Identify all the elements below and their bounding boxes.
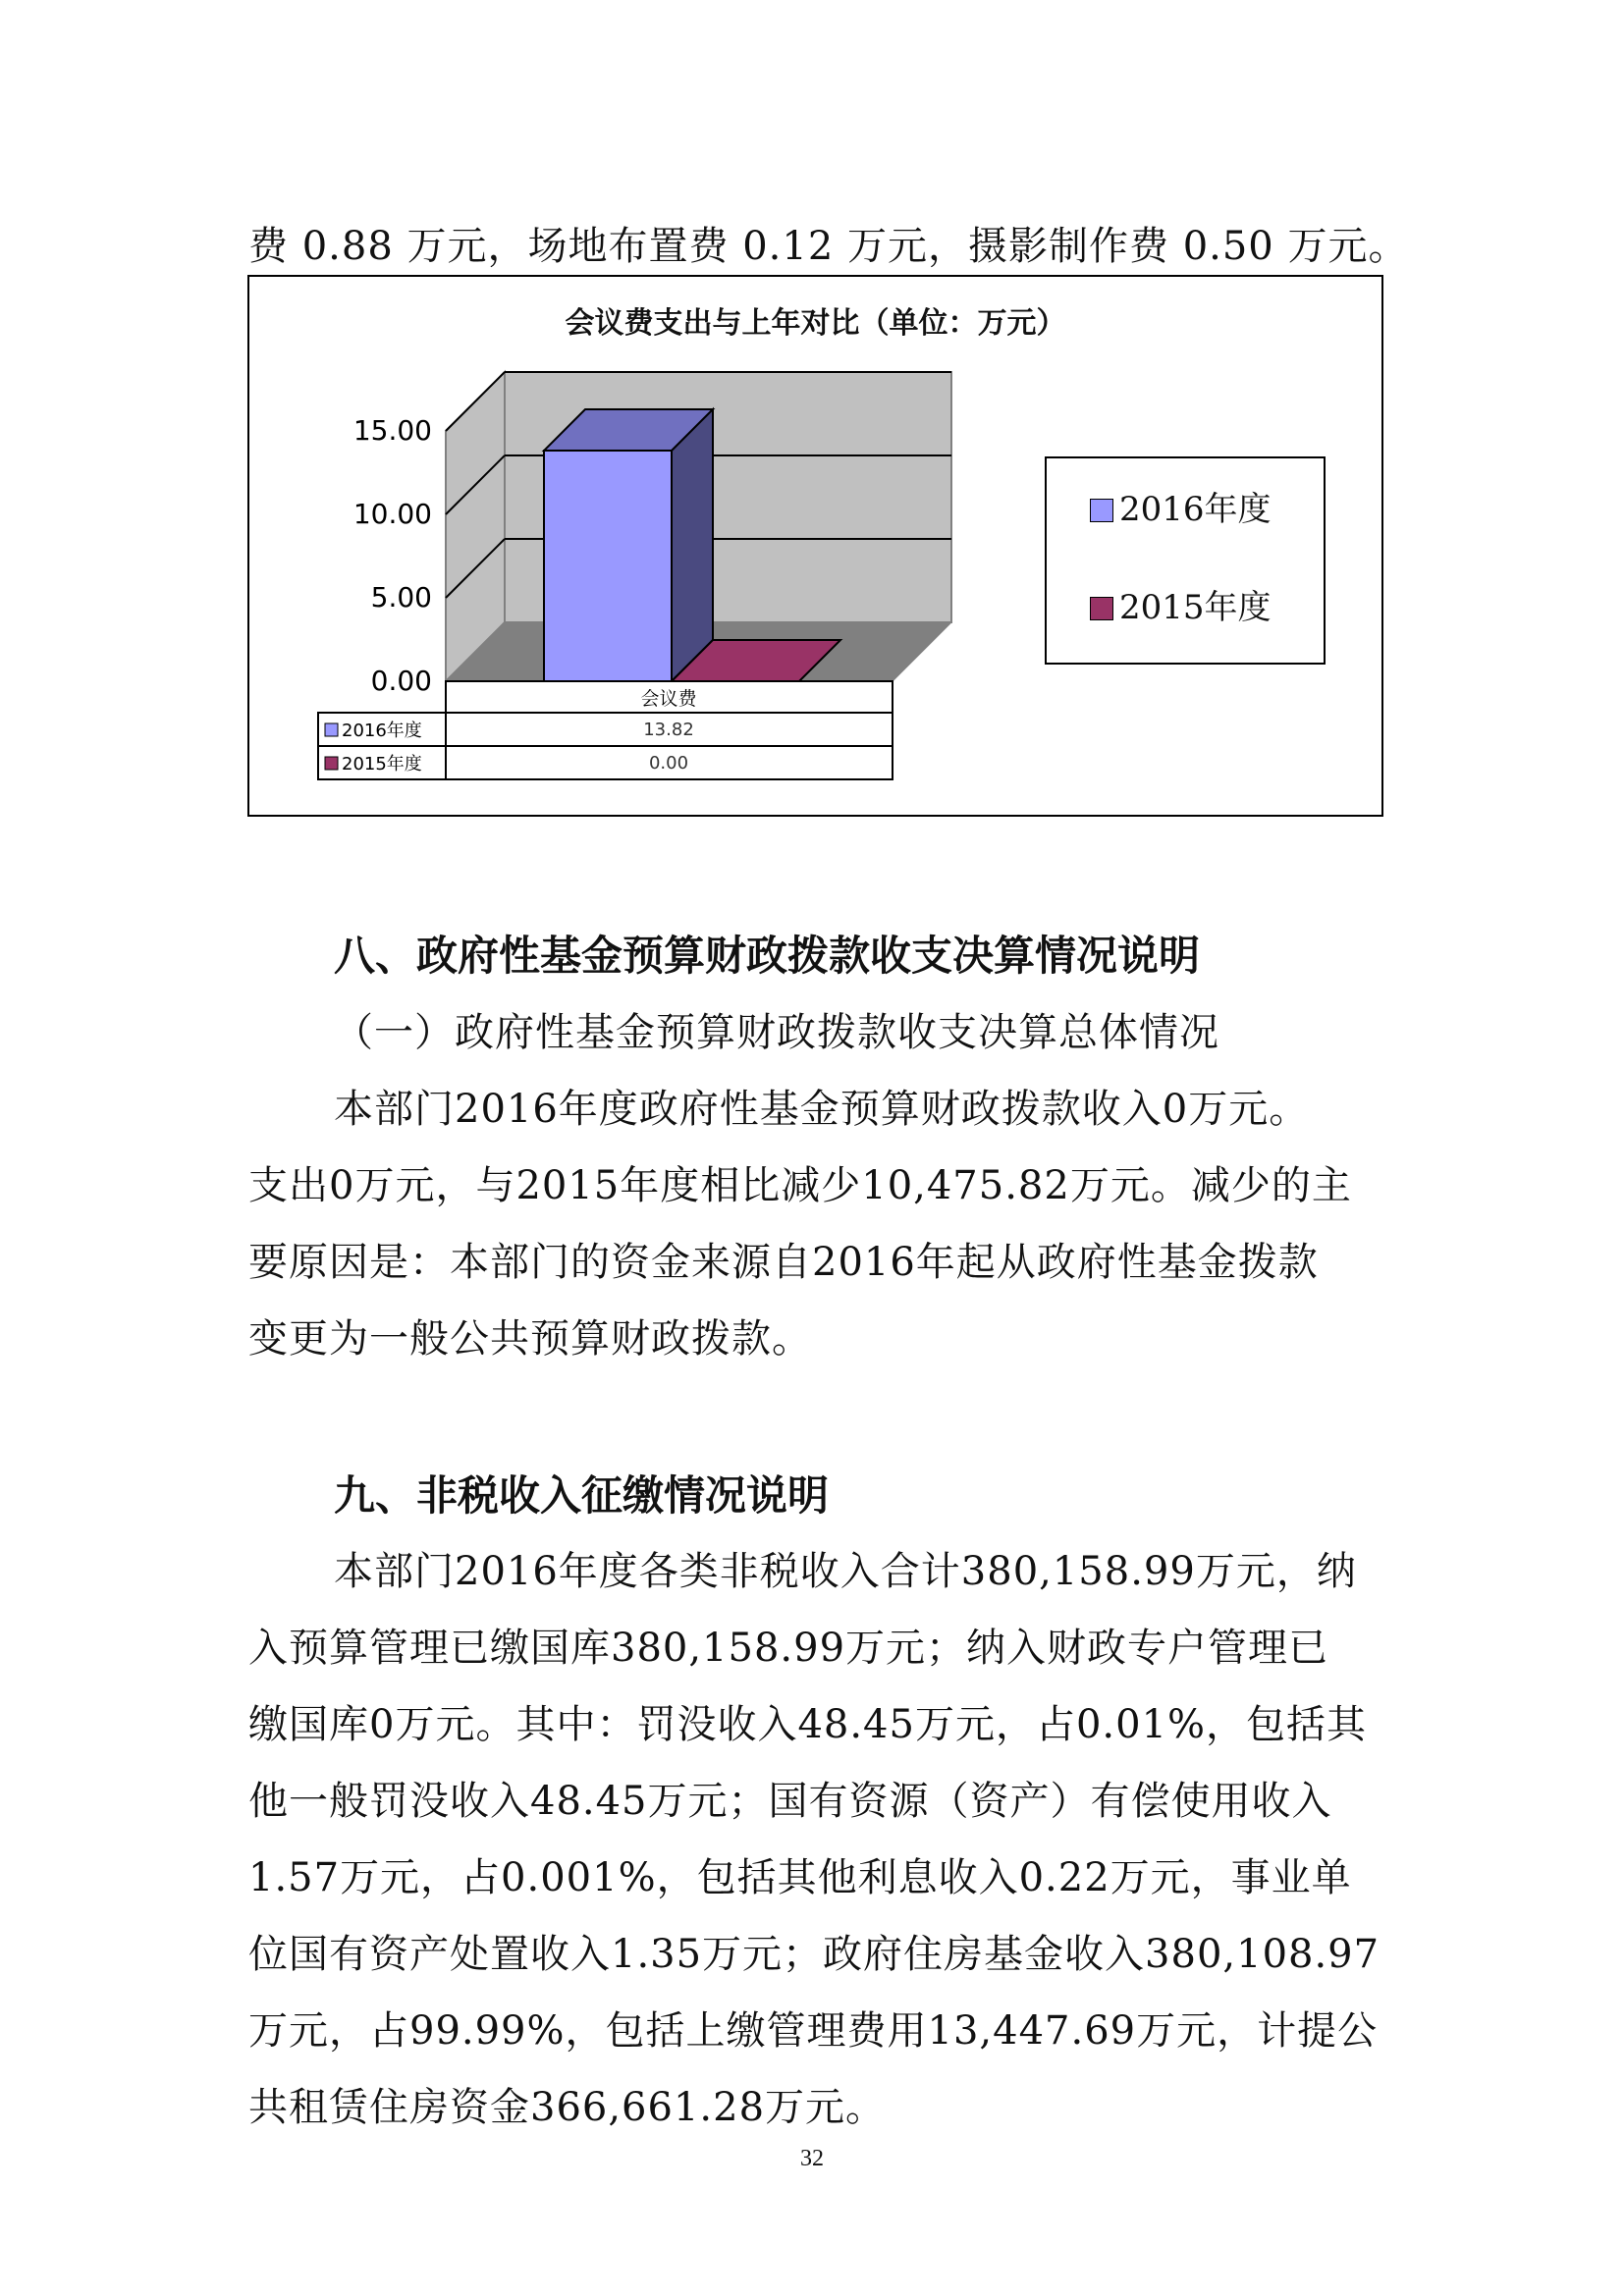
legend-swatch-2015 xyxy=(1090,597,1113,620)
y-tick-label: 10.00 xyxy=(352,498,432,530)
data-table-value-2016: 13.82 xyxy=(643,720,694,740)
legend-label-2016: 2016年度 xyxy=(1119,490,1272,529)
data-table-category: 会议费 xyxy=(640,688,697,710)
section-8-para-line: 变更为一般公共预算财政拨款。 xyxy=(248,1316,812,1362)
y-tick-label: 15.00 xyxy=(352,414,432,447)
y-tick-label: 5.00 xyxy=(370,581,432,614)
section-9-para-line: 共租赁住房资金366,661.28万元。 xyxy=(248,2085,887,2130)
legend-label-2015: 2015年度 xyxy=(1119,588,1272,627)
section-8-para-line: 要原因是：本部门的资金来源自2016年起从政府性基金拨款 xyxy=(248,1240,1319,1285)
section-9-para-line: 他一般罚没收入48.45万元；国有资源（资产）有偿使用收入 xyxy=(248,1779,1332,1824)
section-9-para-line: 缴国库0万元。其中：罚没收入48.45万元，占0.01%，包括其 xyxy=(248,1702,1368,1747)
section-8-para-line: 本部门2016年度政府性基金预算财政拨款收入0万元。 xyxy=(334,1087,1310,1132)
section-9-para-line: 本部门2016年度各类非税收入合计380,158.99万元，纳 xyxy=(334,1549,1357,1594)
bar-side xyxy=(672,409,713,681)
page-number: 32 xyxy=(800,2146,824,2171)
section-9-para-line: 万元，占99.99%，包括上缴管理费用13,447.69万元，计提公 xyxy=(248,2008,1379,2054)
chart-y-ticks xyxy=(353,414,432,697)
data-table-series-2015: 2015年度 xyxy=(342,754,422,774)
data-table-value-2015: 0.00 xyxy=(648,753,689,774)
data-table-series-2016: 2016年度 xyxy=(342,721,422,741)
chart-legend xyxy=(1045,456,1326,665)
section-9-para-line: 位国有资产处置收入1.35万元；政府住房基金收入380,108.97 xyxy=(248,1932,1380,1977)
legend-item-2015 xyxy=(1090,588,1272,627)
section-9-para-line: 1.57万元，占0.001%，包括其他利息收入0.22万元，事业单 xyxy=(248,1855,1352,1900)
legend-swatch-2016 xyxy=(1090,499,1113,522)
bar-2016年度 xyxy=(544,409,713,681)
section-9-para-line: 入预算管理已缴国库380,158.99万元；纳入财政专户管理已 xyxy=(248,1626,1329,1671)
chart-title: 会议费支出与上年对比（单位：万元） xyxy=(565,306,1066,341)
legend-swatch-2016-small xyxy=(325,723,338,736)
section-8-para-line: 支出0万元，与2015年度相比减少10,475.82万元。减少的主 xyxy=(248,1163,1352,1208)
section-8-heading: 八、政府性基金预算财政拨款收支决算情况说明 xyxy=(334,932,1201,980)
legend-item-2016 xyxy=(1090,490,1272,529)
bar-front xyxy=(544,451,672,681)
meeting-fee-chart xyxy=(247,275,1383,817)
continuation-line: 费 0.88 万元，场地布置费 0.12 万元，摄影制作费 0.50 万元。 xyxy=(248,224,1409,269)
section-9-heading: 九、非税收入征缴情况说明 xyxy=(334,1471,830,1520)
legend-swatch-2015-small xyxy=(325,757,338,770)
y-tick-label: 0.00 xyxy=(370,665,432,697)
section-8-subheading: （一）政府性基金预算财政拨款收支决算总体情况 xyxy=(334,1010,1219,1055)
